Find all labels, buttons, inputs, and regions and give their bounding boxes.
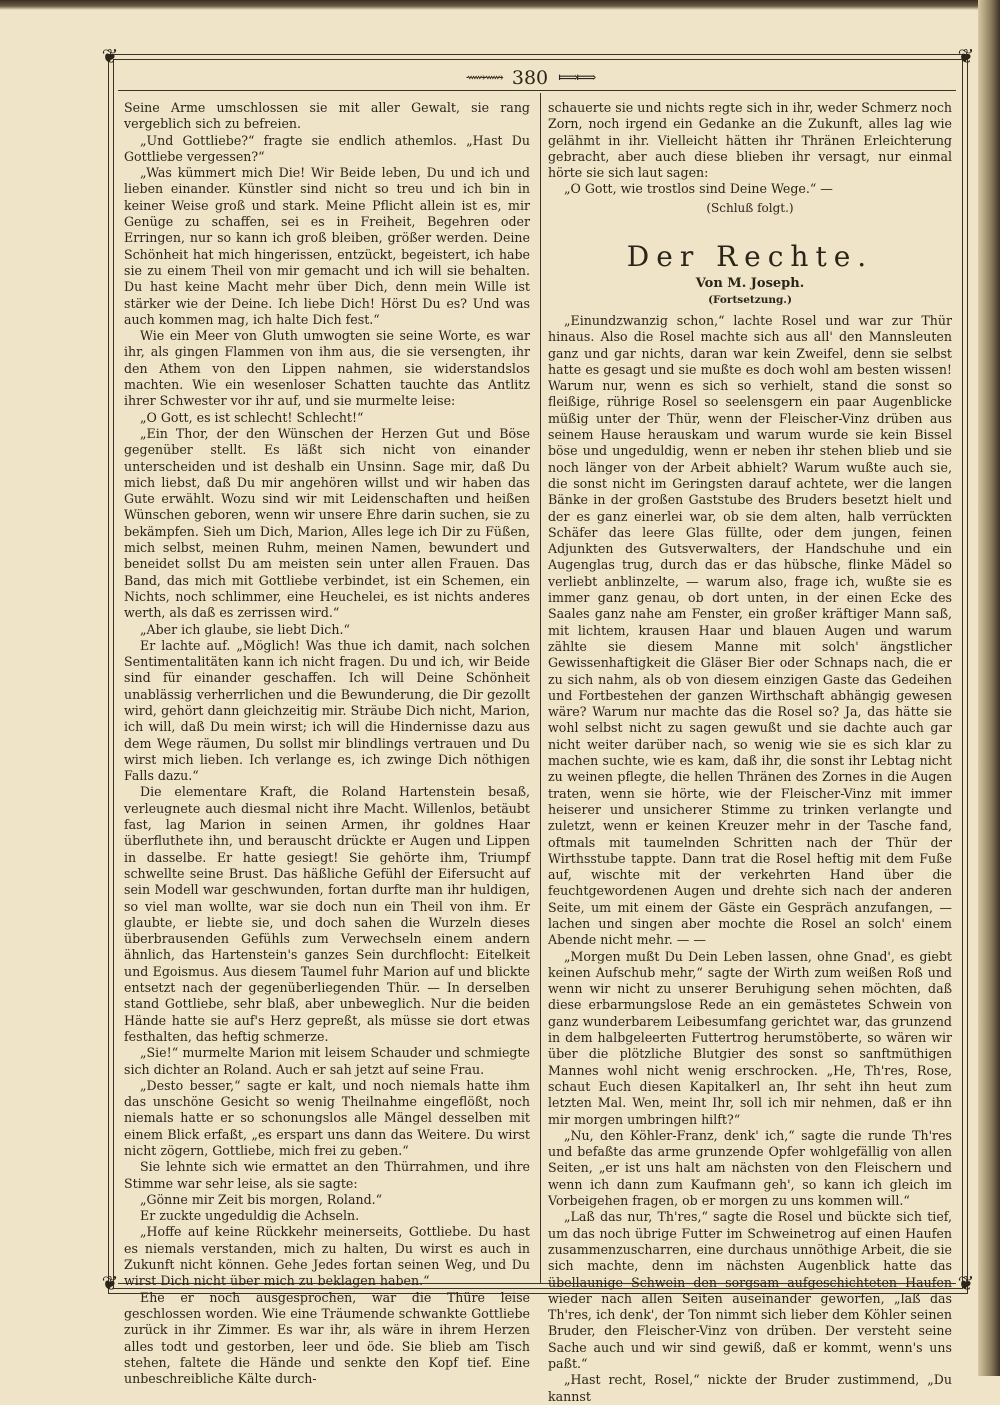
book-spine-edge <box>978 0 1000 1376</box>
paragraph: Er zuckte ungeduldig die Achseln. <box>140 1208 360 1224</box>
paragraph: Ehe er noch ausgesprochen, war die Thüre leise geschlossen worden. Wie eine Träumende schwankte Gottliebe zurück in ihr Zimmer. Es war ihr, als wäre in ihrem Herzen alles todt und gestorben, leer und öde. Sie blieb am Tisch stehen, faltete die Hände und senkte den Kopf tief. Eine unbeschreibliche Kälte durch- <box>124 1289 530 1387</box>
paragraph: Er lachte auf. „Möglich! Was thue ich damit, nach solchen Sentimentalitäten kann ich nicht fragen. Du und ich, wir Beide sind für einander geschaffen. Ich will Deine Schönheit unablässig verherrlichen und die Bewunderung, die Dir gezollt wird, gehört dann gleichzeitig mir. Sträube Dich nicht, Marion, ich will, daß Du mein wirst; ich will die Hindernisse dazu aus dem Wege räumen, Du sollst mir blindlings vertrauen und Du wirst mich lieben. Ich verlange es, ich zwinge Dich nöthigen Falls dazu.“ <box>124 637 530 784</box>
paragraph: Sie lehnte sich wie ermattet an den Thürrahmen, und ihre Stimme war sehr leise, als sie sagte: <box>124 1159 530 1191</box>
paragraph: „Gönne mir Zeit bis morgen, Roland.“ <box>140 1191 383 1207</box>
paragraph: „Was kümmert mich Die! Wir Beide leben, Du und ich und lieben einander. Künstler sind nicht so treu und ich bin in keiner Weise groß und stark. Meine Pflicht allein ist es, mir Genüge zu schaffen, sei es in Freiheit, Begehren oder Erringen, nur so kann ich groß bleiben, größer werden. Deine Schönheit hat mich hingerissen, entzückt, begeistert, ich habe sie zu einem Theil von mir gemacht und ich will sie behalten. Du hast keine Macht mehr über Dich, denn mein Wille ist stärker wie der Deine. Ich liebe Dich! Hörst Du es? Und was auch kommen mag, ich halte Dich fest.“ <box>124 165 530 327</box>
corner-ornament-icon: ❦ <box>101 1271 119 1295</box>
page-top-edge <box>0 0 1000 10</box>
corner-ornament-icon: ❦ <box>957 44 975 68</box>
corner-ornament-icon: ❦ <box>101 44 119 68</box>
paragraph: schauerte sie und nichts regte sich in ihr, weder Schmerz noch Zorn, noch irgend ein Gedanke an die Zukunft, alles lag wie gelähmt in ihr. Vielleicht hätten ihr Thränen Erleichterung gebracht, aber auch diese blieben ihr versagt, nur einmal hörte sie sich laut sagen: <box>548 100 952 181</box>
page-number-header <box>440 66 620 90</box>
story-title: Der Rechte. <box>626 240 874 273</box>
paragraph: „Hoffe auf keine Rückkehr meinerseits, Gottliebe. Du hast es niemals verstanden, mich zu halten, Du wirst es auch in Zukunft nicht können. Gehe Jedes fortan seinen Weg, und Du wirst Dich nicht über mich zu beklagen haben.“ <box>124 1224 530 1289</box>
paragraph: „Einundzwanzig schon,“ lachte Rosel und war zur Thür hinaus. Also die Rosel machte sich aus all' den Mannsleuten ganz und gar nichts, daran war kein Zweifel, denn sie selbst hatte es gesagt und sie mußte es doch wohl am besten wissen! Warum nur, wenn es sich so verhielt, stand die sonst so fleißige, rührige Rosel so seelensgern ein paar Augenblicke müßig unter der Thür, wenn der Fleischer-Vinz drüben aus seinem Hause herauskam und warum wurde sie kein Bissel böse und ungeduldig, wenn er neben ihr stehen blieb und sie noch länger von der Arbeit abhielt? Warum wußte auch sie, die sonst nicht im Geringsten darauf achtete, wer die langen Bänke in der großen Gaststube des Bruders besetzt hielt und der es ganz einerlei war, ob sie dem alten, halb verrückten Schäfer das leere Glas füllte, oder dem jungen, feinen Adjunkten des Gutsverwalters, der Handschuhe und ein Augenglas trug, durch das er das hübsche, flinke Mädel so verliebt anblinzelte, — warum also, frage ich, wußte sie es immer ganz genau, ob dort unten, in der einen Ecke des Saales ganz nahe am Fenster, ein großer kräftiger Mann saß, mit lichtem, krausen Haar und blauen Augen und warum zählte sie diesem Manne mit solch' ängstlicher Gewissenhaftigkeit die Gläser Bier oder Schnaps nach, die er zu sich nahm, als ob von diesem einzigen Gaste das Gedeihen und Fortbestehen der ganzen Wirthschaft abhängig gewesen wäre? Warum nur machte das die Rosel so? Ja, das hätte sie wohl selbst nicht zu sagen gewußt und sie dachte auch gar nicht weiter darüber nach, so wenig wie sie es sich klar zu machen suchte, wie es kam, daß ihr, die sonst ihr Lebtag nicht zu weinen pflegte, die hellen Thränen des Zornes in die Augen traten, wenn sie hörte, wie der Fleischer-Vinz mit immer heiserer und unsicherer Stimme zu trinken verlangte und zuletzt, wenn er keinen Kreuzer mehr in der Tasche fand, oftmals mit taumelnden Schritten nach der Thür der Wirthsstube tappte. Dann trat die Rosel heftig mit dem Fuße auf, wischte mit der verkehrten Hand über die feuchtgewordenen Augen und drehte sich nach der anderen Seite, um mit einem der Gäste ein Gespräch anzufangen, — lachen und singen aber mochte die Rosel an solch' einem Abende nicht mehr. — — <box>548 313 952 948</box>
corner-ornament-icon: ❦ <box>957 1271 975 1295</box>
paragraph: Seine Arme umschlossen sie mit aller Gewalt, sie rang vergeblich sich zu befreien. <box>124 100 530 132</box>
story-byline: Von M. Joseph. <box>695 276 805 291</box>
paragraph: Die elementare Kraft, die Roland Hartenstein besaß, verleugnete auch diesmal nicht ihre Macht. Willenlos, betäubt fast, lag Marion in seinen Armen, ihr goldnes Haar überfluthete ihn, und berauscht drückte er Augen und Lippen in dasselbe. Er hatte gesiegt! Sie gehörte ihm, Triumpf schwellte seine Brust. Das häßliche Gefühl der Eifersucht auf sein Modell war geschwunden, fortan durfte man ihr huldigen, so viel man wollte, war sie doch nun ein Theil von ihm. Er glaubte, er liebte sie, und doch sahen die Wurzeln dieses überbrausenden Gefühls zum Verwechseln einem andern ähnlich, das Hartenstein's ganzes Sein durchflocht: Eitelkeit und Egoismus. Aus diesem Taumel fuhr Marion auf und blickte entsetzt nach der gegenüberliegenden Thür. — In derselben stand Gottliebe, sehr blaß, aber unbeweglich. Nur die beiden Hände hatte sie auf's Herz gepreßt, als müsse sie dort etwas festhalten, das heftig schmerze. <box>124 784 530 1044</box>
paragraph: „Hast recht, Rosel,“ nickte der Bruder zustimmend, „Du kannst <box>548 1372 952 1404</box>
column-divider <box>540 93 541 1283</box>
left-ornament-icon: ⟿⟿ <box>465 70 502 86</box>
page-number: 380 <box>511 67 549 89</box>
paragraph: „Sie!“ murmelte Marion mit leisem Schauder und schmiegte sich dichter an Roland. Auch er sah jetzt auf seine Frau. <box>124 1045 530 1077</box>
continuation-note: (Fortsetzung.) <box>708 294 792 306</box>
paragraph: „Ein Thor, der den Wünschen der Herzen Gut und Böse gegenüber stellt. Es läßt sich nicht von einander unterscheiden und ist deshalb ein Unsinn. Sage mir, daß Du mich liebst, daß Du mir angehören willst und wir haben das Gute erwählt. Wozu sind wir mit Leidenschaften und heißen Wünschen geboren, wenn wir unsere Ehre darin suchen, sie zu bekämpfen. Sieh um Dich, Marion, Alles lege ich Dir zu Füßen, mich selbst, meinen Ruhm, meinen Namen, bewundert und beneidet sollst Du am meisten sein unter allen Frauen. Das Band, das mich mit Gottliebe verbindet, ist ein Schemen, ein Nichts, noch schlimmer, eine Heuchelei, es ist nichts anderes werth, als daß es zerrissen wird.“ <box>124 425 530 621</box>
paragraph: „Desto besser,“ sagte er kalt, und noch niemals hatte ihm das unschöne Gesicht so wenig Theilnahme eingeflößt, noch niemals hatte er so schonungslos alle Mängel desselben mit einem Blick erfaßt, „es erspart uns dann das Weitere. Du wirst nicht zögern, Gottliebe, mich frei zu geben.“ <box>124 1077 530 1158</box>
right-ornament-icon: ⟾⟾ <box>558 70 595 86</box>
right-column-text <box>548 313 952 1405</box>
paragraph: „Aber ich glaube, sie liebt Dich.“ <box>140 621 350 637</box>
paragraph: „O Gott, es ist schlecht! Schlecht!“ <box>140 409 364 425</box>
paragraph: „Morgen mußt Du Dein Leben lassen, ohne Gnad', es giebt keinen Aufschub mehr,“ sagte der Wirth zum weißen Roß und wenn wir nicht zu unserer Beruhigung sehen möchten, daß diese erbarmungslose Rede an ein gemästetes Schwein von ganz wunderbarem Leibesumfang gerichtet war, das grunzend in dem halbgeleerten Futtertrog herumstöberte, so wären wir über die plötzliche Blutgier des sonst so sanftmüthigen Mannes wohl nicht wenig erschrocken. „He, Th'res, Rose, schaut Euch diesen Kapitalkerl an, Ihr seht ihn heut zum letzten Mal. Wen, meint Ihr, soll ich mir nehmen, daß er ihn mir morgen umbringen hilft?“ <box>548 948 952 1127</box>
paragraph: Wie ein Meer von Gluth umwogten sie seine Worte, es war ihr, als gingen Flammen von ihm aus, die sie versengten, ihr den Athem von den Lippen nahmen, sie widerstandslos machten. Wie ein wesenloser Schatten tauchte das Antlitz ihrer Schwester vor ihr auf, und sie murmelte leise: <box>124 328 530 409</box>
left-column-text <box>124 100 530 1387</box>
header-rule <box>118 90 956 91</box>
paragraph: „Und Gottliebe?“ fragte sie endlich athemlos. „Hast Du Gottliebe vergessen?“ <box>124 132 530 164</box>
paragraph: „Laß das nur, Th'res,“ sagte die Rosel und bückte sich tief, um das noch übrige Futter im Schweinetrog auf einen Haufen zusammenzuscharren, eine durchaus unnöthige Arbeit, die sie sich machte, denn im nächsten Augenblick hatte das übellaunige Schwein den sorgsam aufgeschichteten Haufen wieder nach allen Seiten auseinander geworfen, „laß das Th'res, ich denk', der Ton nimmt sich lieber dem Köhler seinen Bruder, den Fleischer-Vinz von drüben. Der versteht seine Sache auch und wir sind gewiß, daß er kommt, wenn's uns paßt.“ <box>548 1209 952 1371</box>
paragraph: „Nu, den Köhler-Franz, denk' ich,“ sagte die runde Th'res und befaßte das arme grunzende Opfer wohlgefällig von allen Seiten, „er ist uns halt am nächsten von den Fleischern und wenn ich dann zum Kaufmann geh', so kann ich gleich im Vorbeigehen fragen, ob er morgen zu uns kommen will.“ <box>548 1127 952 1209</box>
conclusion-note: (Schluß folgt.) <box>706 200 794 215</box>
previous-story-ending <box>548 100 952 216</box>
paragraph: „O Gott, wie trostlos sind Deine Wege.“ — <box>564 181 833 197</box>
